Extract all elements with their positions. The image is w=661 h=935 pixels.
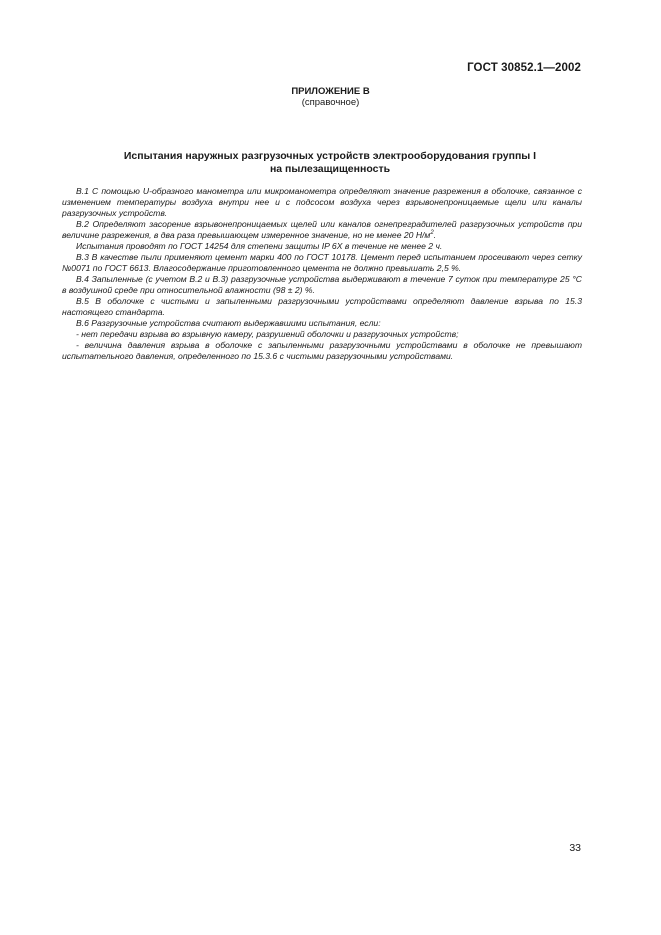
paragraph-b2 xyxy=(62,219,582,241)
page-number: 33 xyxy=(569,842,581,854)
section-title-line-1: Испытания наружных разгрузочных устройств электрооборудования группы I xyxy=(123,150,537,162)
unit-superscript: 2 xyxy=(430,230,434,237)
paragraph-b2-text: В.2 Определяют засорение взрывонепроницаемых щелей или каналов огнепреградителей разгрузочных устройств при величине разрежения, в два раза превышающем измеренное значение, но не менее 20 Н/м xyxy=(62,219,582,240)
paragraph-b1: В.1 С помощью U-образного манометра или микроманометра определяют значение разрежения в оболочке, связанное с изменением температуры воздуха внутри нее и с подсосом воздуха через взрывонепроницаемые щели или каналы разгрузочных устройств. xyxy=(62,186,582,218)
list-item: - величина давления взрыва в оболочке с запыленными разгрузочными устройствами в оболочке не превышают испытательного давления, определенного по 15.3.6 с чистыми разгрузочными устройствами. xyxy=(62,340,582,361)
paragraph-b6: В.6 Разгрузочные устройства считают выдержавшими испытания, если: xyxy=(76,318,381,328)
appendix-title: ПРИЛОЖЕНИЕ В xyxy=(291,86,370,97)
list-item: - нет передачи взрыва во взрывную камеру, разрушений оболочки и разгрузочных устройств; xyxy=(76,329,459,339)
appendix-heading xyxy=(0,86,661,108)
paragraph-b2-end: . xyxy=(433,230,437,240)
document-code: ГОСТ 30852.1—2002 xyxy=(467,62,581,74)
body-text xyxy=(62,186,582,362)
paragraph-b5: В.5 В оболочке с чистыми и запыленными разгрузочными устройствами определяют давление взрыва по 15.3 настоящего стандарта. xyxy=(62,296,582,317)
paragraph-b2-test: Испытания проводят по ГОСТ 14254 для степени защиты IP 6Х в течение не менее 2 ч. xyxy=(76,241,443,251)
section-title-line-2: на пылезащищенность xyxy=(269,163,391,175)
paragraph-b3: В.3 В качестве пыли применяют цемент марки 400 по ГОСТ 10178. Цемент перед испытанием просеивают через сетку №0071 по ГОСТ 6613. Влагосодержание приготовленного цемента не должно превышать 2,5 %. xyxy=(62,252,582,273)
paragraph-b4: В.4 Запыленные (с учетом В.2 и В.3) разгрузочные устройства выдерживают в течение 7 суток при температуре 25 °С в воздушной среде при относительной влажности (98 ± 2) %. xyxy=(62,274,582,295)
section-title xyxy=(60,150,600,176)
appendix-subtitle: (справочное) xyxy=(301,97,360,108)
